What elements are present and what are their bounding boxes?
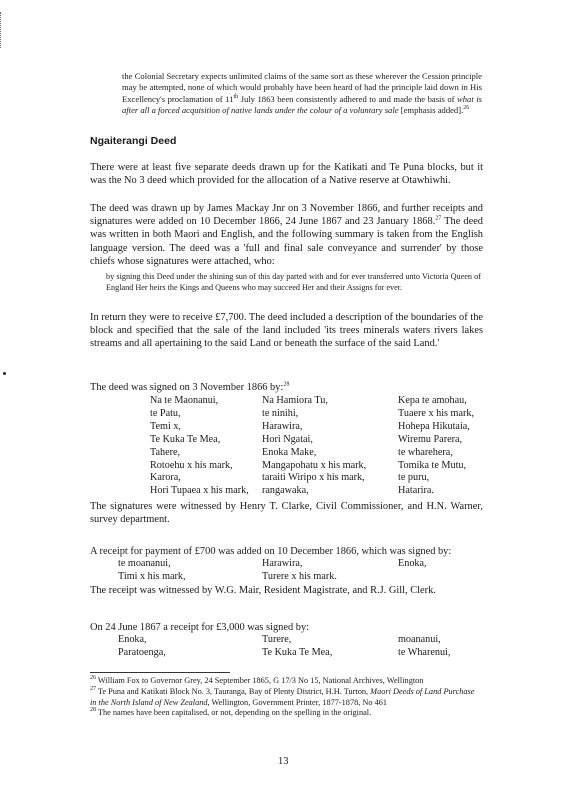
signatory-name: Kepa te amohau,	[398, 395, 467, 406]
signatory-name: Timi x his mark,	[118, 570, 186, 582]
receipt-1-column-1	[118, 558, 186, 584]
signatory-name: te ninihi,	[262, 407, 299, 419]
section-heading: Ngaiterangi Deed	[90, 135, 177, 147]
paragraph-1: There were at least five separate deeds drawn up for the Katikati and Te Puna blocks, but it was the No 3 deed which provided for the allocation of a Native reserve at Otawhiwhi.	[90, 162, 483, 187]
block-quote-top: the Colonial Secretary expects unlimited claims of the same sort as these wherever the Cession principle may be attempted, none of which would probably have been heard of had the principle laid down in His Excellency's proclamation of 11th July 1863 been consistently adhered to and made the basis of what is after all a forced acquisition of native lands under the colour of a voluntary sale [emphasis added].$^{26}$	[122, 71, 482, 116]
paragraph-2: The deed was drawn up by James Mackay Jnr on 3 November 1866, and further receipts and signatures were added on 10 December 1866, 24 June 1867 and 23 January 1868.27 The deed was written in both Maori and English, and the following summary is taken from the English language version. The deed was a 'full and final sale conveyance and surrender' by those chiefs whose signatures were attached, who:	[90, 203, 483, 267]
margin-dot	[3, 372, 6, 375]
signatory-name: te moananui,	[118, 558, 171, 569]
footnote-28: $^{28}$ The names have been capitalised, or not, depending on the spelling in the original.	[90, 707, 372, 718]
receipt-2-column-3	[398, 634, 450, 660]
signatory-name: Enoka,	[398, 558, 427, 569]
receipt-1-heading: A receipt for payment of £700 was added on 10 December 1866, which was signed by:	[90, 546, 452, 557]
signatory-name: Hatarira.	[398, 485, 434, 497]
signatory-name: Paratoenga,	[118, 646, 166, 658]
signatory-name: Tahere,	[150, 446, 181, 458]
signatory-column-2	[262, 395, 366, 498]
receipt-1-column-3	[398, 558, 427, 571]
footnote-ref: 26	[463, 105, 470, 112]
signatory-name: rangawaka,	[262, 485, 309, 497]
signatory-column-3	[398, 395, 474, 498]
signatory-name: Harawira,	[262, 558, 303, 569]
signatory-name: Na Hamiora Tu,	[262, 395, 328, 406]
signatory-name: te Patu,	[150, 407, 181, 419]
binding-edge-mark	[0, 12, 6, 48]
receipt-2-column-2	[262, 634, 332, 660]
signatory-name: Rotoehu x his mark,	[150, 459, 233, 471]
page-number: 13	[278, 756, 289, 767]
signatory-column-1	[150, 395, 249, 498]
footnote-ref: 27	[435, 215, 442, 222]
deed-quote: by signing this Deed under the shining sun of this day parted with and for ever transferred unto Victoria Queen of England Her heirs the Kings and Queens who may succeed Her and their Assigns for ever.	[106, 272, 481, 293]
signatory-name: Turere x his mark.	[262, 570, 337, 582]
signatory-name: Mangapohatu x his mark,	[262, 459, 367, 471]
signatory-name: taraiti Wiripo x his mark,	[262, 472, 365, 484]
signatory-name: te puru,	[398, 472, 430, 484]
signatory-name: Enoka Make,	[262, 446, 317, 458]
signatory-name: te Wharenui,	[398, 646, 451, 658]
footnote-27: $^{27}$ Te Puna and Katikati Block No. 3, Tauranga, Bay of Plenty District, H.H. Turton, Maori Deeds of Land Purchase in the North Island of New Zealand, Wellington, Government Printer, 1877-1878, No 461	[90, 686, 475, 707]
signatory-name: Enoka,	[118, 634, 147, 645]
signatory-name: Tomika te Mutu,	[398, 459, 467, 471]
paragraph-3: In return they were to receive £7,700. The deed included a description of the boundaries of the block and specified that the sale of the land included 'its trees minerals waters rivers lakes streams and all apertaining to the said Land or beneath the surface of the said Land.'	[90, 312, 483, 350]
signatory-name: Tuaere x his mark,	[398, 407, 475, 419]
footnote-26: $^{26}$ William Fox to Governor Grey, 24 September 1865, G 17/3 No 15, National Archives, Wellington	[90, 675, 424, 685]
paragraph-witnesses: The signatures were witnessed by Henry T. Clarke, Civil Commissioner, and H.N. Warner, survey department.	[90, 501, 483, 526]
signatory-name: Hori Tupaea x his mark,	[150, 485, 249, 497]
signatory-name: moananui,	[398, 634, 441, 645]
receipt-2-column-1	[118, 634, 166, 660]
signatory-name: Wiremu Parera,	[398, 433, 463, 445]
footnote-ref: 28	[283, 381, 290, 388]
signatory-name: Hori Ngatai,	[262, 433, 313, 445]
signatory-name: Hohepa Hikutaia,	[398, 420, 470, 432]
signatory-name: Temi x,	[150, 420, 181, 432]
receipt-1-witness: The receipt was witnessed by W.G. Mair, Resident Magistrate, and R.J. Gill, Clerk.	[90, 585, 436, 596]
signatory-name: Harawira,	[262, 420, 303, 432]
receipt-1-column-2	[262, 558, 337, 584]
footnotes	[90, 676, 482, 719]
signatory-name: Karora,	[150, 472, 181, 484]
footnote-divider	[90, 672, 230, 673]
signatory-name: Te Kuka Te Mea,	[262, 646, 333, 658]
receipt-2-heading: On 24 June 1867 a receipt for £3,000 was signed by:	[90, 622, 310, 633]
signatory-name: Te Kuka Te Mea,	[150, 433, 221, 445]
signatory-name: Turere,	[262, 634, 292, 645]
paragraph-4: The deed was signed on 3 November 1866 by:$^{28}$	[90, 381, 290, 393]
signatory-name: Na te Maonanui,	[150, 395, 219, 406]
signatory-name: te wharehera,	[398, 446, 453, 458]
